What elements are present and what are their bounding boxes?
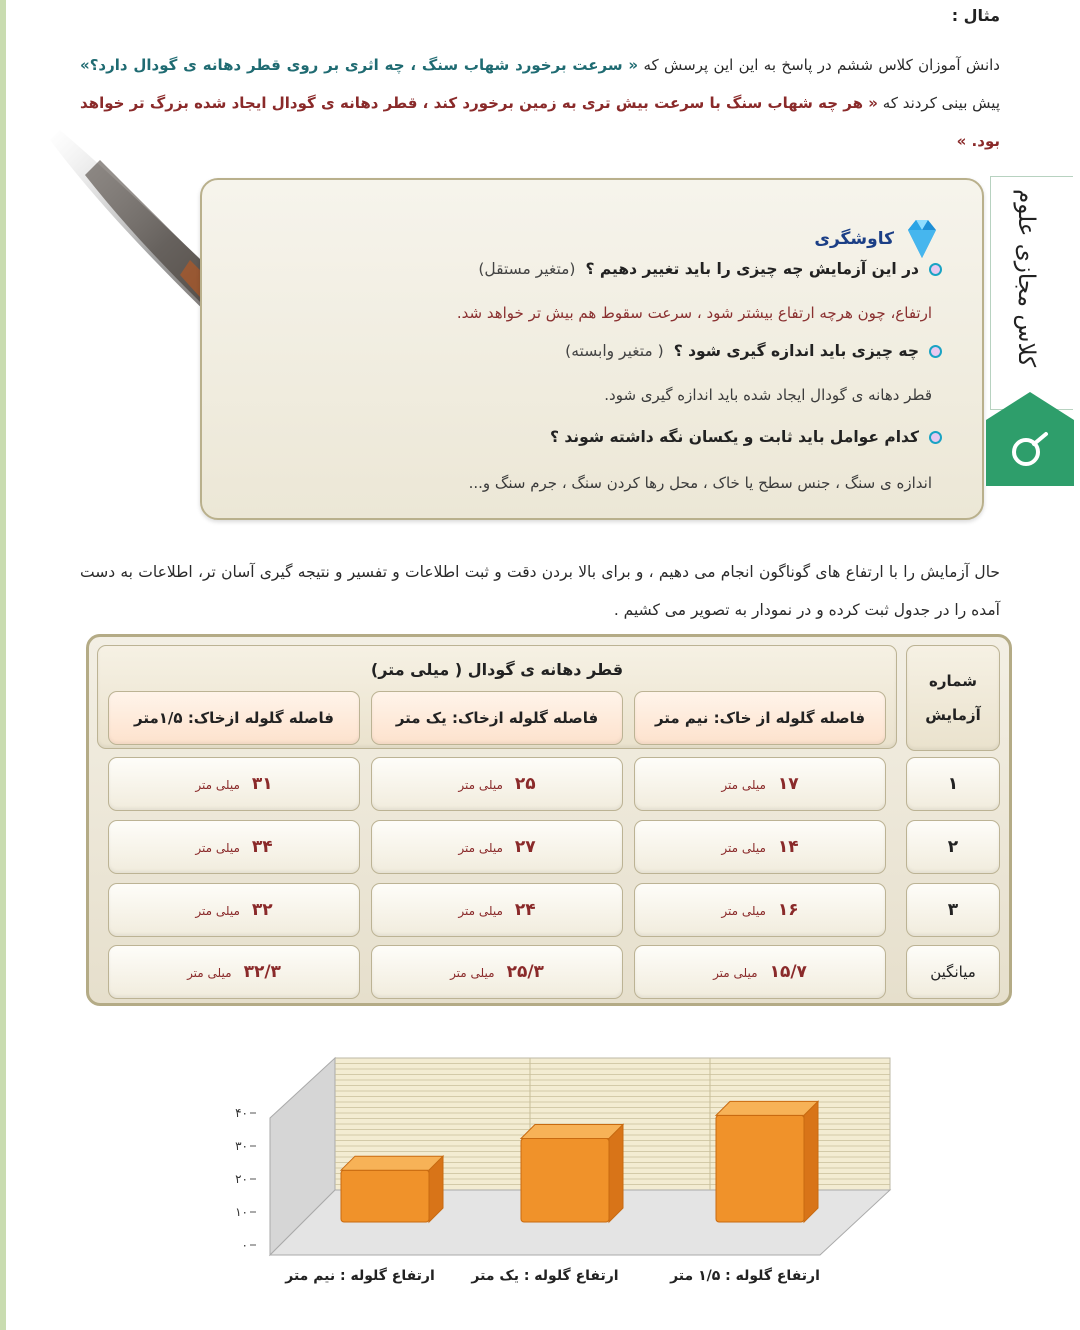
experiment-paragraph: حال آزمایش را با ارتفاع های گوناگون انجام می دهیم ، و برای بالا بردن دقت و ثبت اطلاعات و تفسیر و نتیجه گیری آسان تر، اطلاعات به دست آمده را در جدول ثبت کرده و در نمودار به تصویر می کشیم . (80, 563, 1000, 619)
table-cell (108, 757, 360, 811)
row-label-average: میانگین (906, 945, 1000, 999)
diamond-icon (902, 216, 942, 262)
cell-value: ۲۴ (514, 900, 536, 920)
cell-unit: میلی متر (187, 966, 232, 980)
inquiry-question-3 (550, 428, 942, 446)
bar-top (521, 1125, 623, 1139)
bar-top (716, 1101, 818, 1115)
cell-value: ۲۷ (514, 837, 536, 857)
y-tick-label: ۱۰ (235, 1205, 248, 1219)
question-text: چه چیزی باید اندازه گیری شود ؟ (673, 342, 919, 360)
bar-chart (200, 1050, 900, 1320)
intro-question: « سرعت برخورد شهاب سنگ ، چه اثری بر روی قطر دهانه ی گودال دارد؟» (80, 56, 639, 74)
intro-text-1: دانش آموزان کلاس ششم در پاسخ به این این پرسش که (643, 56, 1000, 74)
cell-value: ۱۶ (777, 900, 799, 920)
inquiry-question-1 (478, 260, 942, 278)
subheader-value: ۱/۵متر (134, 709, 183, 727)
cell-value: ۳۲ (251, 900, 273, 920)
table-cell (634, 820, 886, 874)
subheader-one-meter (371, 691, 623, 745)
cell-unit: میلی متر (713, 966, 758, 980)
cell-unit: میلی متر (721, 904, 766, 918)
y-tick-label: ۲۰ (235, 1172, 248, 1186)
row-label: ۲ (906, 820, 1000, 874)
intro-hypothesis: « هر چه شهاب سنگ با سرعت بیش تری به زمین برخورد کند ، قطر دهانه ی گودال ایجاد شده بزرگ تر خواهد بود. » (80, 94, 1000, 150)
y-tick-label: ۰ (241, 1238, 248, 1252)
subheader-value: نیم متر (654, 709, 709, 727)
inquiry-answer-3: اندازه ی سنگ ، جنس سطح یا خاک ، محل رها کردن سنگ ، جرم سنگ و... (468, 474, 932, 492)
cell-value: ۲۵/۳ (506, 962, 544, 982)
subheader-label: فاصله گلوله ازخاک: (452, 709, 599, 727)
table-cell (108, 945, 360, 999)
subheader-half-meter (634, 691, 886, 745)
inquiry-heading: کاوشگری (814, 229, 894, 249)
cell-unit: میلی متر (458, 841, 503, 855)
x-category-label: ارتفاع گلوله : نیم متر (285, 1268, 435, 1284)
subheader-one-half-meter (108, 691, 360, 745)
bullet-icon (929, 263, 942, 276)
cell-value: ۳۴ (251, 837, 273, 857)
subheader-value: یک متر (395, 709, 447, 727)
header-trial-number (906, 645, 1000, 751)
table-cell (108, 820, 360, 874)
subheader-label: فاصله گلوله از خاک: (713, 709, 866, 727)
bullet-icon (929, 431, 942, 444)
inquiry-answer-2: قطر دهانه ی گودال ایجاد شده باید اندازه گیری شود. (604, 386, 932, 404)
table-cell (108, 883, 360, 937)
y-tick-label: ۳۰ (235, 1139, 248, 1153)
intro-text-2: پیش بینی کردند که (882, 94, 1000, 112)
page-edge-strip (0, 0, 6, 1330)
side-tab-label: کلاس مجازی علوم (1013, 189, 1039, 368)
cell-value: ۲۵ (514, 774, 536, 794)
bar-side (804, 1101, 818, 1222)
cell-unit: میلی متر (195, 841, 240, 855)
cell-unit: میلی متر (458, 778, 503, 792)
question-text: در این آزمایش چه چیزی را باید تغییر دهیم ؟ (585, 260, 919, 278)
subheader-label: فاصله گلوله ازخاک: (187, 709, 334, 727)
table-cell (371, 883, 623, 937)
cell-value: ۳۱ (251, 774, 273, 794)
bar-side (609, 1125, 623, 1222)
table-cell (634, 757, 886, 811)
bullet-icon (929, 345, 942, 358)
table-cell (634, 883, 886, 937)
cell-value: ۱۷ (777, 774, 799, 794)
x-category-label: ارتفاع گلوله : یک متر (471, 1268, 619, 1284)
table-cell (634, 945, 886, 999)
question-tag: ( متغیر وابسته) (565, 342, 664, 360)
search-icon[interactable] (986, 392, 1074, 486)
inquiry-box (200, 178, 984, 520)
cell-unit: میلی متر (721, 778, 766, 792)
table-cell (371, 820, 623, 874)
inquiry-header (814, 216, 942, 262)
inquiry-question-2 (565, 342, 942, 360)
cell-value: ۳۲/۳ (243, 962, 281, 982)
table-cell (371, 945, 623, 999)
cell-unit: میلی متر (721, 841, 766, 855)
x-category-label: ارتفاع گلوله : ۱/۵ متر (670, 1268, 820, 1284)
question-text: کدام عوامل باید ثابت و یکسان نگه داشته شوند ؟ (549, 428, 919, 446)
row-label: ۳ (906, 883, 1000, 937)
table-cell (371, 757, 623, 811)
inquiry-answer-1: ارتفاع، چون هرچه ارتفاع بیشتر شود ، سرعت سقوط هم بیش تر خواهد شد. (456, 304, 932, 322)
y-tick-label: ۴۰ (235, 1106, 248, 1120)
cell-unit: میلی متر (195, 904, 240, 918)
cell-value: ۱۴ (777, 837, 799, 857)
bar (521, 1139, 609, 1222)
group-header-text: قطر دهانه ی گودال ( میلی متر) (370, 660, 624, 679)
side-tab[interactable] (990, 176, 1073, 410)
cell-value: ۱۵/۷ (769, 962, 807, 982)
cell-unit: میلی متر (458, 904, 503, 918)
cell-unit: میلی متر (450, 966, 495, 980)
question-tag: (متغیر مستقل) (478, 260, 576, 278)
bar (341, 1170, 429, 1222)
data-table (86, 634, 1012, 1006)
header-text: شماره آزمایش (925, 672, 981, 724)
bar-top (341, 1156, 443, 1170)
section-title: مثال : (951, 6, 1000, 25)
bar (716, 1115, 804, 1222)
cell-unit: میلی متر (195, 778, 240, 792)
row-label: ۱ (906, 757, 1000, 811)
